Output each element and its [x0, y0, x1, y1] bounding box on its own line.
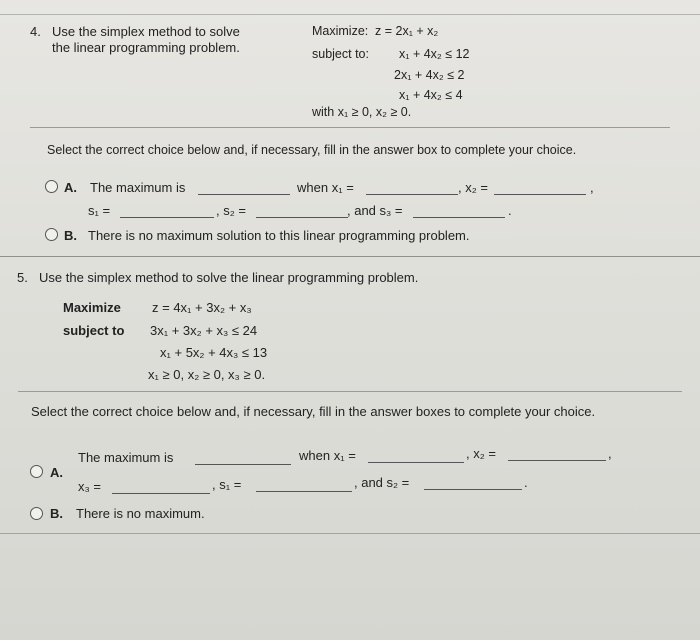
q4-instruction: Select the correct choice below and, if necessary, fill in the answer box to complete your choice. — [47, 143, 577, 157]
q5-choice-b-radio[interactable] — [30, 507, 43, 520]
q5-choice-a-radio[interactable] — [30, 465, 43, 478]
q4-maximize-label: Maximize: — [312, 24, 369, 38]
q5-comma-1: , — [608, 446, 612, 461]
question-divider — [0, 256, 700, 257]
q5-number: 5. — [17, 270, 28, 285]
q5-x2-label: , x₂ = — [466, 446, 496, 461]
q4-number: 4. — [30, 24, 41, 39]
q5-choice-b-text: There is no maximum. — [76, 506, 205, 521]
q5-max-value-input[interactable] — [195, 452, 291, 465]
q4-x2-input[interactable] — [494, 182, 586, 195]
q4-prompt-line1: Use the simplex method to solve — [52, 24, 240, 39]
q4-objective: z = 2x₁ + x₂ — [375, 24, 439, 38]
q4-constraint-3: x₁ + 4x₂ ≤ 4 — [399, 88, 463, 102]
q4-period-1: . — [508, 203, 512, 218]
q5-x3-input[interactable] — [112, 481, 210, 494]
q4-choice-a-max-label: The maximum is — [90, 180, 186, 195]
q4-s1-label: s₁ = — [88, 203, 111, 218]
q5-x3-label: x₃ = — [78, 479, 101, 494]
q4-nonnegativity: with x₁ ≥ 0, x₂ ≥ 0. — [312, 105, 412, 119]
bottom-divider — [0, 533, 700, 534]
q5-s2-input[interactable] — [424, 477, 522, 490]
q4-comma-1: , — [590, 180, 594, 195]
q5-when-x1-label: when x₁ = — [299, 448, 356, 463]
q5-x2-input[interactable] — [508, 448, 606, 461]
q4-x1-input[interactable] — [366, 182, 458, 195]
q4-divider — [30, 127, 670, 128]
q5-constraint-1: 3x₁ + 3x₂ + x₃ ≤ 24 — [150, 323, 258, 338]
q4-s1-input[interactable] — [120, 205, 214, 218]
q4-choice-a-letter: A. — [64, 180, 77, 195]
q5-choice-a-max-label: The maximum is — [78, 450, 174, 465]
q5-prompt: Use the simplex method to solve the linear programming problem. — [39, 270, 419, 285]
q4-s3-input[interactable] — [413, 205, 505, 218]
q4-constraint-2: 2x₁ + 4x₂ ≤ 2 — [394, 68, 465, 82]
q4-s2-label: , s₂ = — [216, 203, 246, 218]
q5-choice-b-letter: B. — [50, 506, 63, 521]
q5-s1-input[interactable] — [256, 479, 352, 492]
q5-divider — [18, 391, 682, 392]
q5-choice-a-letter: A. — [50, 465, 63, 480]
q5-nonnegativity: x₁ ≥ 0, x₂ ≥ 0, x₃ ≥ 0. — [148, 367, 266, 382]
q4-prompt-line2: the linear programming problem. — [52, 40, 240, 55]
q4-max-value-input[interactable] — [198, 182, 290, 195]
q5-s2-label: , and s₂ = — [354, 475, 410, 490]
q5-constraint-2: x₁ + 5x₂ + 4x₃ ≤ 13 — [160, 345, 268, 360]
q5-subject-label: subject to — [63, 323, 125, 338]
q4-choice-b-letter: B. — [64, 228, 77, 243]
q5-objective: z = 4x₁ + 3x₂ + x₃ — [152, 300, 252, 315]
top-divider — [0, 14, 700, 15]
q4-s3-label: , and s₃ = — [347, 203, 403, 218]
q4-subject-label: subject to: — [312, 47, 369, 61]
q4-choice-b-text: There is no maximum solution to this linear programming problem. — [88, 228, 470, 243]
q5-maximize-label: Maximize — [63, 300, 121, 315]
q4-choice-a-radio[interactable] — [45, 180, 58, 193]
q4-constraint-1: x₁ + 4x₂ ≤ 12 — [399, 47, 470, 61]
q4-when-x1-label: when x₁ = — [297, 180, 354, 195]
q5-instruction: Select the correct choice below and, if necessary, fill in the answer boxes to complete your choice. — [31, 404, 596, 419]
q4-x2-label: , x₂ = — [458, 180, 488, 195]
q5-x1-input[interactable] — [368, 450, 464, 463]
q5-s1-label: , s₁ = — [212, 477, 242, 492]
q4-s2-input[interactable] — [256, 205, 348, 218]
q5-period-1: . — [524, 475, 528, 490]
q4-choice-b-radio[interactable] — [45, 228, 58, 241]
